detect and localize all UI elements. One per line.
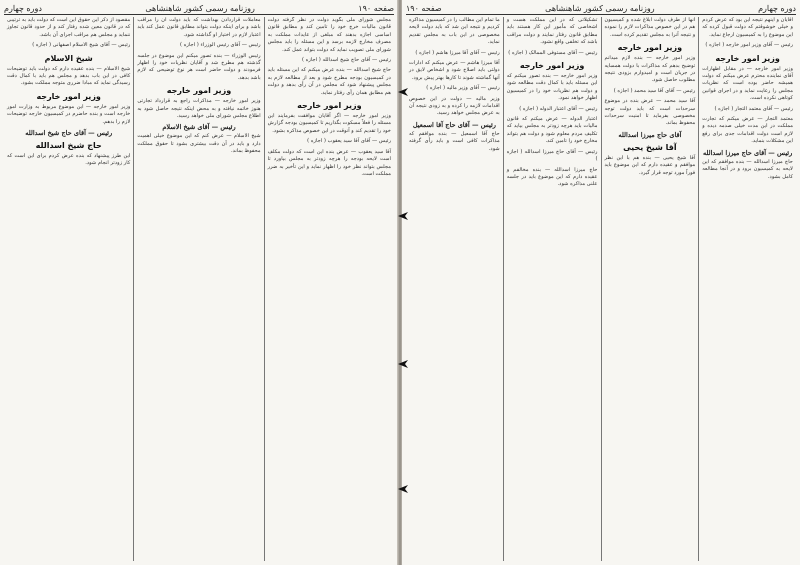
- paragraph: رئیس — آقای اعتبار الدوله ( اجازه ): [519, 105, 598, 112]
- paragraph: رئیس الوزراء — بنده تصور میکنم این موضوع در جلسه گذشته هم مطرح شد و آقایان نظریات خود را اظهار فرمودند و دولت حاضر است هر نوع توضیحی که لازم باشد بدهد.: [137, 52, 261, 81]
- paragraph: رئیس — آقای آقا میرزا هاشم ( اجازه ): [415, 49, 500, 56]
- paragraph: وزیر امور خارجه — این موضوع مربوط به وزارت امور خارجه است و بنده حاضرم در کمیسیون خارجه توضیحات لازم را بدهم.: [7, 103, 131, 125]
- paragraph: رئیس — آقای وزیر امور خارجه ( اجازه ): [705, 42, 793, 49]
- paragraph: وزیر مالیه — دولت در این خصوص اقدامات لازمه را کرده و به زودی نتیجه آن به عرض مجلس خواهد رسید.: [409, 95, 500, 117]
- speaker-line: رئیس — آقای حاج شیخ اسدالله: [25, 129, 113, 138]
- left-header-center: روزنامه رسمی کشور شاهنشاهی: [145, 3, 255, 13]
- paragraph: آقا سید محمد — عرض بنده در موضوع سرحدات است که باید دولت توجه مخصوصی بفرماید تا امنیت سرحدات محفوظ بماند.: [604, 98, 696, 127]
- speaker-line: آقای حاج میرزا اسدالله: [618, 130, 682, 139]
- right-header-right: دوره چهارم: [758, 3, 796, 13]
- paragraph: رئیس — آقای معتمد التجار ( اجازه ): [714, 105, 793, 112]
- paragraph: وزیر امور خارجه — مذاکرات راجع به قرارداد تجارتی هنوز خاتمه نیافته و به محض اینکه نتیجه حاصل شود به اطلاع مجلس شورای ملی خواهد رسید.: [137, 98, 261, 120]
- paragraph: رئیس — آقای رئیس الوزراء ( اجازه ): [180, 42, 261, 49]
- right-page: [402, 0, 800, 565]
- paragraph: رئیس — آقای آقا سید یعقوب ( اجازه ): [307, 138, 391, 145]
- left-header-right: صفحه ۱۹۰: [358, 3, 394, 13]
- paragraph: حاج میرزا اسدالله — بنده مخالفم و عقیده دارم که این موضوع باید در جلسه علنی مذاکره شود.: [506, 166, 598, 188]
- left-page-column: [133, 17, 263, 561]
- left-page: [0, 0, 398, 565]
- right-header-left: صفحه ۱۹۰: [406, 3, 442, 13]
- margin-arrow-icon: [398, 212, 408, 220]
- right-page-header: [406, 2, 796, 15]
- speaker-line: رئیس — آقای حاج میرزا اسدالله: [703, 148, 793, 157]
- right-page-column: [601, 17, 699, 561]
- paragraph: وزیر امور خارجه — اگر آقایان موافقت بفرمایند این مسئله را فعلاً مسکوت بگذاریم تا کمیسیون بودجه گزارش خود را تقدیم کند و آنوقت در این خصوص مذاکره بشود.: [267, 113, 391, 134]
- speaker-line: رئیس — آقای شیخ الاسلام: [162, 123, 236, 132]
- left-page-column: [264, 17, 394, 561]
- left-page-column: [4, 17, 133, 561]
- left-page-header: [4, 2, 394, 15]
- section-heading: شیخ الاسلام: [44, 53, 93, 63]
- right-page-columns: [406, 17, 796, 561]
- paragraph: آنها از طرف دولت ابلاغ شده و کمیسیون هم در این خصوص مذاکرات لازم را نموده و نتیجه آنرا به مجلس تقدیم کرده است.: [604, 17, 696, 38]
- margin-arrow-icon: [398, 88, 408, 96]
- paragraph: رئیس — آقای آقا سید محمد ( اجازه ): [613, 87, 696, 94]
- left-page-columns: [4, 17, 394, 561]
- paragraph: معاملات قراردادن بهداشت که باید دولت آن را مراقب باشد و برای اینکه دولت بتواند مطابق قانون عمل کند باید اعتبار لازم در اختیار او گذاشته شود.: [137, 17, 261, 38]
- paragraph: آقا شیخ یحیی — بنده هم با این نظر موافقم و عقیده دارم که این موضوع باید فوراً مورد توجه قرار گیرد.: [604, 154, 696, 176]
- section-heading: وزیر امور خارجه: [519, 61, 585, 71]
- paragraph: مجلس شورای ملی بگوید دولت در نظر گرفته دولت قانون مالیات خرج خود را تامین کند و مطابق قانون اساسی اجازه بدهند که مبلغی از عایدات مملکت به مصرف مخارج لازمه برسد و این مسئله را باید مجلس شورای ملی تصویب نماید که دولت بتواند عمل کند.: [267, 17, 391, 53]
- paragraph: آقایان و اینهم نتیجه این بود که عرض کردم و خیلی خوشوقتم که دولت قبول کرده که این موضوع را به کمیسیون ارجاع نماید.: [702, 17, 793, 38]
- paragraph: معتمد التجار — عرض میکنم که تجارت مملکت در این مدت خیلی صدمه دیده و لازم است دولت اقدامات جدی برای رفع این مشکلات بنماید.: [702, 116, 793, 145]
- paragraph: شیخ الاسلام — بنده عقیده دارم که دولت باید توضیحات کافی در این باب بدهد و مجلس هم باید با کمال دقت رسیدگی نماید که مبادا ضرری متوجه مملکت بشود.: [7, 65, 131, 87]
- section-heading: وزیر امور خارجه: [715, 53, 780, 63]
- section-heading: وزیر امور خارجه: [297, 101, 362, 111]
- paragraph: حاج شیخ اسدالله — بنده عرض میکنم که این مسئله باید در کمیسیون بودجه مطرح شود و بعد از مطالعه لازم به مجلس پیشنهاد شود که مجلس در آن رأی بدهد و دولت هم مطابق همان رأی رفتار نماید.: [267, 67, 391, 96]
- margin-arrow-icon: [398, 360, 408, 368]
- paragraph: آقا سید یعقوب — عرض بنده این است که دولت مکلف است لایحه بودجه را هرچه زودتر به مجلس بیاورد تا مجلس بتواند نظر خود را اظهار نماید و این تأخیر به ضرر مملکت است.: [267, 148, 391, 177]
- paragraph: حاج میرزا اسدالله — بنده موافقم که این لایحه به کمیسیون برود و در آنجا مطالعه کامل بشود.: [702, 158, 793, 180]
- section-heading: حاج شیخ اسدالله: [35, 141, 102, 151]
- section-heading: آقا شیخ یحیی: [623, 142, 677, 152]
- paragraph: وزیر امور خارجه — بنده تصور میکنم که این مسئله باید با کمال دقت مطالعه شود و دولت هم نظریات خود را در کمیسیون اظهار خواهد نمود.: [506, 73, 598, 102]
- section-heading: وزیر امور خارجه: [166, 86, 232, 96]
- margin-arrow-icon: [398, 485, 408, 493]
- paragraph: رئیس — آقای حاج میرزا اسدالله ( اجازه ): [506, 148, 598, 163]
- right-header-center: روزنامه رسمی کشور شاهنشاهی: [545, 3, 655, 13]
- paragraph: آقا میرزا هاشم — عرض میکنم که ادارات دولتی باید اصلاح شود و اشخاص لایق در آنها گماشته شوند تا کارها بهتر پیش برود.: [409, 60, 500, 81]
- left-header-left: دوره چهارم: [4, 3, 42, 13]
- paragraph: وزیر امور خارجه — در مقابل اظهارات آقای نماینده محترم عرض میکنم که دولت همیشه حاضر بوده است که نظریات مجلس را رعایت نماید و در اجرای قوانین کوتاهی نکرده است.: [702, 65, 793, 102]
- paragraph: تشکیلاتی که در این مملکت هست و اشخاصی که مأمور این کار هستند باید مطابق قانون رفتار نمایند و دولت مراقب باشد که تخلفی واقع نشود.: [506, 17, 598, 46]
- right-page-column: [406, 17, 503, 561]
- paragraph: شیخ الاسلام — عرض کنم که این موضوع خیلی اهمیت دارد و باید در آن دقت بیشتری بشود تا حقوق مملکت محفوظ بماند.: [137, 133, 261, 155]
- paragraph: این طرز پیشنهاد که بنده عرض کردم برای این است که کار زودتر انجام شود.: [7, 153, 131, 167]
- paragraph: رئیس — آقای شیخ الاسلام اصفهانی ( اجازه ): [32, 42, 131, 49]
- section-heading: وزیر امور خارجه: [617, 43, 683, 53]
- section-heading: وزیر امور خارجه: [36, 91, 101, 101]
- paragraph: رئیس — آقای وزیر مالیه ( اجازه ): [426, 85, 500, 92]
- speaker-line: رئیس — آقای حاج آقا اسمعیل: [412, 120, 496, 129]
- paragraph: اعتبار الدوله — عرض میکنم که قانون مالیات باید هرچه زودتر به مجلس بیاید که تکلیف مردم معلوم شود و دولت هم بتواند مخارج خود را تامین کند.: [506, 116, 598, 145]
- paragraph: رئیس — آقای مستوفی الممالک ( اجازه ): [508, 49, 598, 56]
- right-page-column: [503, 17, 601, 561]
- paragraph: وزیر امور خارجه — بنده لازم میدانم توضیح بدهم که مذاکرات با دولت همسایه در جریان است و امیدوارم بزودی نتیجه مطلوب حاصل شود.: [604, 55, 696, 84]
- paragraph: ما تمام این مطالب را در کمیسیون مذاکره کردیم و نتیجه این شد که باید دولت لایحه مخصوصی در این باب به مجلس تقدیم نماید.: [409, 17, 500, 46]
- paragraph: حاج آقا اسمعیل — بنده موافقم که مذاکرات کافی است و باید رأی گرفته شود.: [409, 130, 500, 152]
- right-page-column: [698, 17, 796, 561]
- paragraph: مقصود از ذکر این حقوق این است که دولت باید به ترتیبی که در قانون معین شده رفتار کند و از حدود قانون تجاوز ننماید و مجلس هم مراقب اجرای آن باشد.: [7, 17, 131, 38]
- paragraph: رئیس — آقای حاج شیخ اسدالله ( اجازه ): [302, 57, 391, 64]
